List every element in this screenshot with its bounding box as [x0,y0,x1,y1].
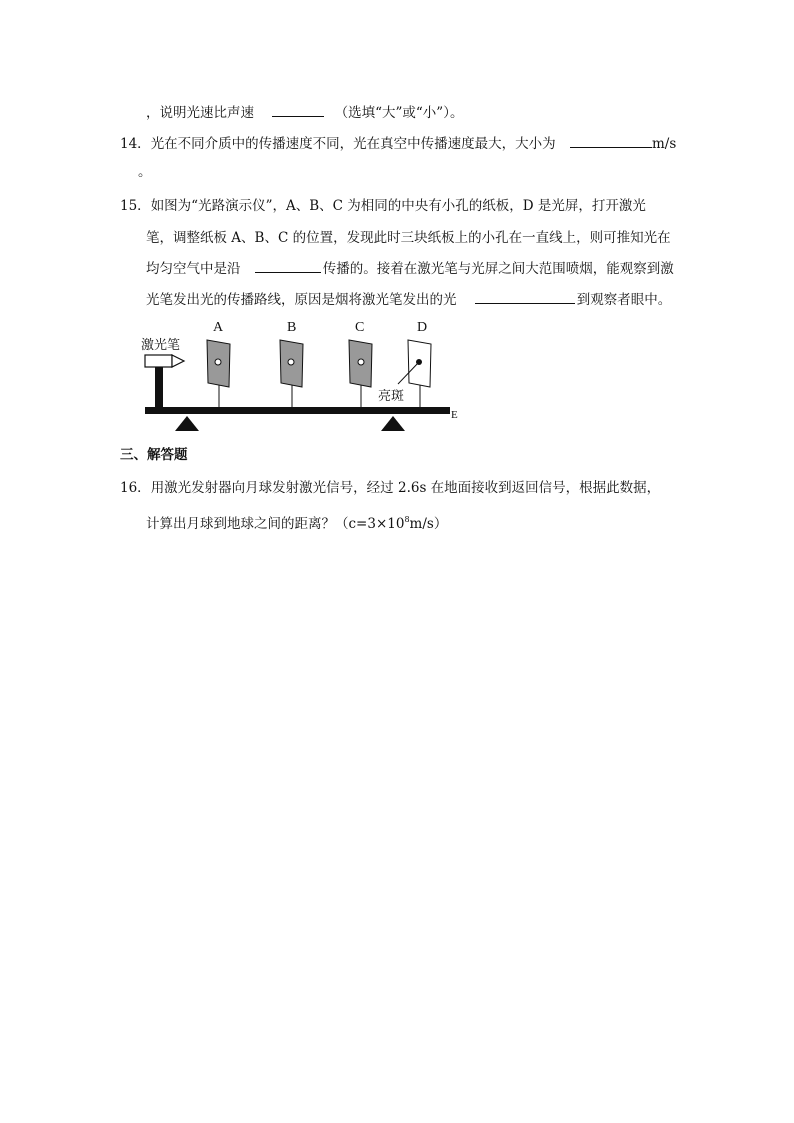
q15-line3-after: 传播的。接着在激光笔与光屏之间大范围喷烟，能观察到激 [322,261,674,277]
laser-pen-post [155,366,163,408]
board-b-label: B [287,320,297,335]
q16-line2-before: 计算出月球到地球之间的距离？（c=3×10 [146,516,405,532]
board-b [280,340,303,408]
q16-exponent: 8 [404,515,410,524]
bright-spot-label: 亮斑 [378,389,405,404]
q14-unit: m/s [651,136,677,152]
support-left [175,416,199,431]
q13-text-before: ，说明光速比声速 [146,105,254,121]
laser-pen-label: 激光笔 [141,338,181,353]
board-c [349,340,372,408]
q15-number: 15． [120,198,151,214]
q16-number: 16． [120,480,151,496]
rail [145,407,450,414]
q13-text-after: （选填“大”或“小”）。 [334,105,464,121]
rail-label: E [451,409,458,421]
q16-line2-after: m/s） [409,516,448,532]
q16-line1-text: 用激光发射器向月球发射激光信号，经过 2.6s 在地面接收到返回信号，根据此数据， [150,480,661,496]
board-a [207,340,230,408]
q15-line4-before: 光笔发出光的传播路线，原因是烟将激光笔发出的光 [146,292,457,308]
q15-line1-text: 如图为“光路演示仪”，A、B、C 为相同的中央有小孔的纸板，D 是光屏，打开激光 [150,198,646,214]
q15-line3-before: 均匀空气中是沿 [146,261,241,277]
q14-number: 14． [120,136,151,152]
q16-line-2 [146,515,447,533]
laser-pen-body [145,355,184,367]
board-c-hole [358,359,364,365]
screen-d-label: D [417,320,428,335]
board-b-hole [288,359,294,365]
q15-line2-text: 笔，调整纸板 A、B、C 的位置，发现此时三块纸板上的小孔在一直线上，则可推知光在 [146,230,671,246]
board-a-label: A [213,320,224,335]
q15-line4-after: 到观察者眼中。 [576,292,672,308]
board-a-hole [215,359,221,365]
section-3-title: 三、解答题 [120,447,188,463]
q16-line-1 [120,479,660,497]
q14-end-mark: 。 [138,164,152,180]
support-right [381,416,405,431]
board-c-label: C [355,320,365,335]
q14-text: 光在不同介质中的传播速度不同，光在真空中传播速度最大，大小为 [150,136,556,152]
